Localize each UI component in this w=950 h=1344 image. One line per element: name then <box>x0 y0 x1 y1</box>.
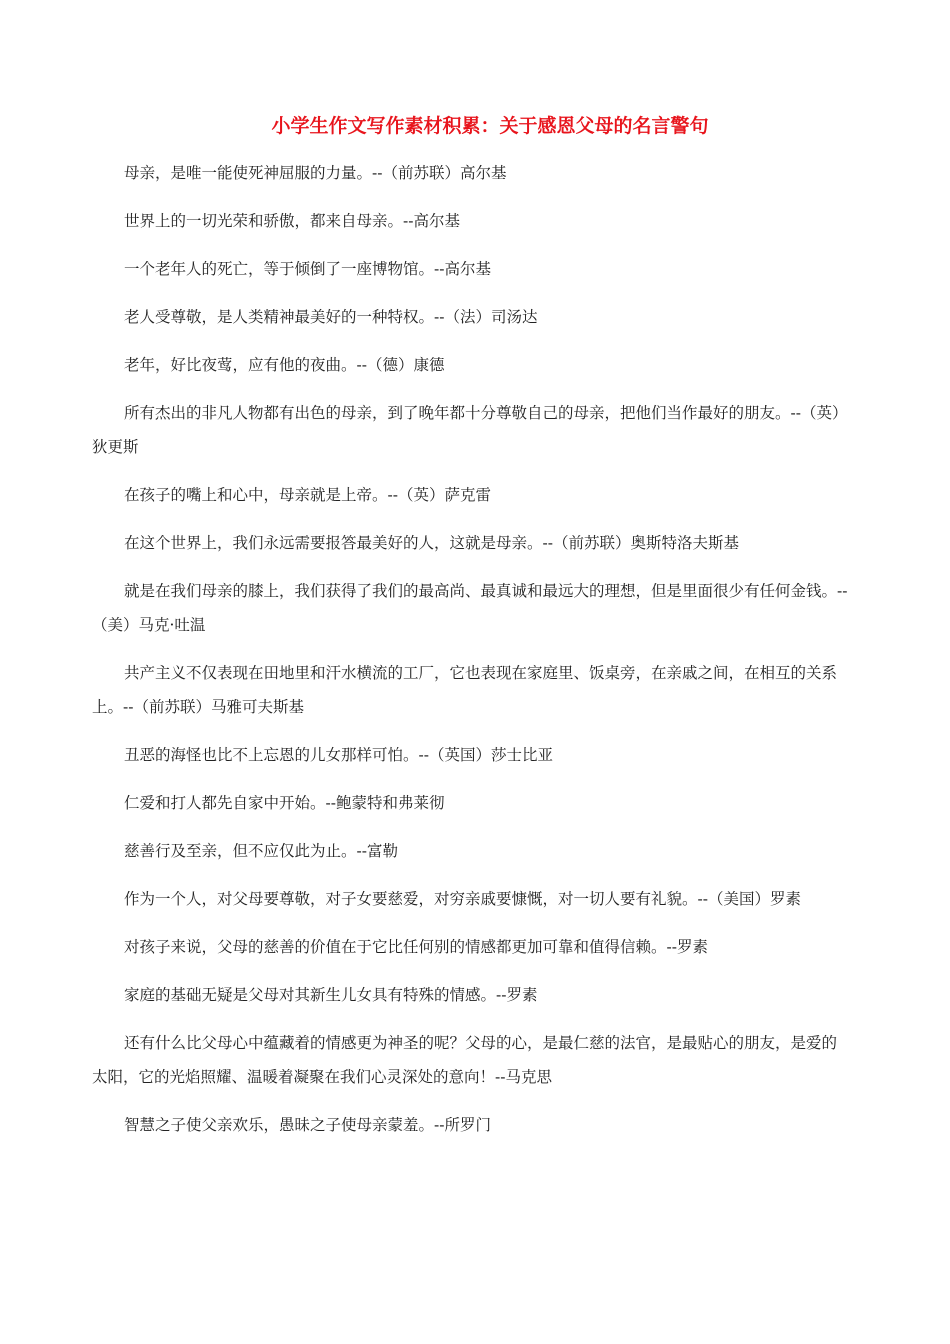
quote-paragraph: 老年，好比夜莺，应有他的夜曲。--（德）康德 <box>124 356 445 374</box>
quote-list <box>92 156 852 1156</box>
quote-paragraph: 共产主义不仅表现在田地里和汗水横流的工厂，它也表现在家庭里、饭桌旁，在亲戚之间，在相互的关系上。--（前苏联）马雅可夫斯基 <box>92 664 838 716</box>
quote-paragraph: 还有什么比父母心中蕴藏着的情感更为神圣的呢？父母的心，是最仁慈的法官，是最贴心的朋友，是爱的太阳，它的光焰照耀、温暖着凝聚在我们心灵深处的意向！--马克思 <box>92 1034 838 1086</box>
quote-paragraph: 所有杰出的非凡人物都有出色的母亲，到了晚年都十分尊敬自己的母亲，把他们当作最好的朋友。--（英）狄更斯 <box>92 404 848 456</box>
quote-paragraph: 就是在我们母亲的膝上，我们获得了我们的最高尚、最真诚和最远大的理想，但是里面很少有任何金钱。--（美）马克·吐温 <box>92 582 848 634</box>
quote-paragraph: 家庭的基础无疑是父母对其新生儿女具有特殊的情感。--罗素 <box>124 986 538 1004</box>
quote-paragraph: 慈善行及至亲，但不应仅此为止。--富勒 <box>124 842 398 860</box>
quote-paragraph: 世界上的一切光荣和骄傲，都来自母亲。--高尔基 <box>124 212 460 230</box>
quote-paragraph: 仁爱和打人都先自家中开始。--鲍蒙特和弗莱彻 <box>124 794 445 812</box>
quote-paragraph: 对孩子来说，父母的慈善的价值在于它比任何别的情感都更加可靠和值得信赖。--罗素 <box>124 938 708 956</box>
quote-paragraph: 一个老年人的死亡，等于倾倒了一座博物馆。--高尔基 <box>124 260 491 278</box>
quote-paragraph: 在孩子的嘴上和心中，母亲就是上帝。--（英）萨克雷 <box>124 486 491 504</box>
document-title: 小学生作文写作素材积累：关于感恩父母的名言警句 <box>271 115 709 137</box>
quote-paragraph: 智慧之子使父亲欢乐，愚昧之子使母亲蒙羞。--所罗门 <box>124 1116 491 1134</box>
quote-paragraph: 在这个世界上，我们永远需要报答最美好的人，这就是母亲。--（前苏联）奥斯特洛夫斯基 <box>124 534 739 552</box>
quote-paragraph: 作为一个人，对父母要尊敬，对子女要慈爱，对穷亲戚要慷慨，对一切人要有礼貌。--（美国）罗素 <box>124 890 801 908</box>
quote-paragraph: 老人受尊敬，是人类精神最美好的一种特权。--（法）司汤达 <box>124 308 538 326</box>
quote-paragraph: 丑恶的海怪也比不上忘恩的儿女那样可怕。--（英国）莎士比亚 <box>124 746 553 764</box>
quote-paragraph: 母亲，是唯一能使死神屈服的力量。--（前苏联）高尔基 <box>124 164 507 182</box>
